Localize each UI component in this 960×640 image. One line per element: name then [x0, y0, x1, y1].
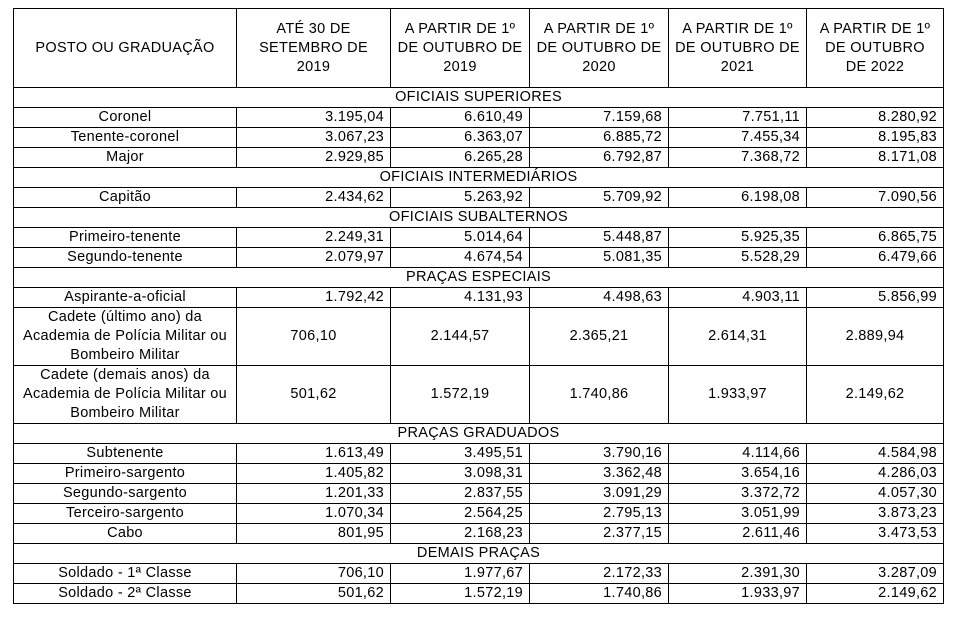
value-cell: 6.479,66 — [807, 248, 944, 268]
value-cell: 3.473,53 — [807, 524, 944, 544]
value-cell: 2.377,15 — [530, 524, 669, 544]
header-from-oct-2021: A PARTIR DE 1º DE OUTUBRO DE 2021 — [669, 9, 807, 88]
section-title: DEMAIS PRAÇAS — [14, 544, 944, 564]
rank-cell: Major — [14, 148, 237, 168]
value-cell: 3.873,23 — [807, 504, 944, 524]
table-row — [14, 108, 944, 128]
rank-cell: Coronel — [14, 108, 237, 128]
value-cell: 6.198,08 — [669, 188, 807, 208]
value-cell: 7.368,72 — [669, 148, 807, 168]
table-row — [14, 464, 944, 484]
value-cell: 3.790,16 — [530, 444, 669, 464]
value-cell: 3.362,48 — [530, 464, 669, 484]
value-cell: 2.611,46 — [669, 524, 807, 544]
value-cell: 501,62 — [237, 584, 391, 604]
value-cell: 8.171,08 — [807, 148, 944, 168]
value-cell: 6.885,72 — [530, 128, 669, 148]
rank-cell: Tenente-coronel — [14, 128, 237, 148]
value-cell: 7.751,11 — [669, 108, 807, 128]
value-cell: 3.495,51 — [391, 444, 530, 464]
header-from-oct-2020: A PARTIR DE 1º DE OUTUBRO DE 2020 — [530, 9, 669, 88]
value-cell: 5.528,29 — [669, 248, 807, 268]
table-row — [14, 484, 944, 504]
section-title: OFICIAIS INTERMEDIÁRIOS — [14, 168, 944, 188]
value-cell: 1.201,33 — [237, 484, 391, 504]
value-cell: 2.889,94 — [807, 308, 944, 366]
value-cell: 2.434,62 — [237, 188, 391, 208]
table-body — [14, 88, 944, 604]
section-title: OFICIAIS SUPERIORES — [14, 88, 944, 108]
header-from-oct-2022: A PARTIR DE 1º DE OUTUBRO DE 2022 — [807, 9, 944, 88]
rank-cell: Segundo-tenente — [14, 248, 237, 268]
value-cell: 2.614,31 — [669, 308, 807, 366]
header-row — [14, 9, 944, 88]
value-cell: 6.865,75 — [807, 228, 944, 248]
rank-cell: Cadete (último ano) da Academia de Polícia Militar ou Bombeiro Militar — [14, 308, 237, 366]
value-cell: 501,62 — [237, 366, 391, 424]
section-row — [14, 88, 944, 108]
value-cell: 5.709,92 — [530, 188, 669, 208]
rank-cell: Terceiro-sargento — [14, 504, 237, 524]
rank-cell: Cadete (demais anos) da Academia de Polícia Militar ou Bombeiro Militar — [14, 366, 237, 424]
rank-cell: Subtenente — [14, 444, 237, 464]
value-cell: 7.159,68 — [530, 108, 669, 128]
value-cell: 1.572,19 — [391, 366, 530, 424]
value-cell: 5.448,87 — [530, 228, 669, 248]
value-cell: 2.929,85 — [237, 148, 391, 168]
value-cell: 1.572,19 — [391, 584, 530, 604]
value-cell: 2.168,23 — [391, 524, 530, 544]
table-row — [14, 584, 944, 604]
value-cell: 1.933,97 — [669, 584, 807, 604]
value-cell: 8.195,83 — [807, 128, 944, 148]
value-cell: 4.286,03 — [807, 464, 944, 484]
table-row — [14, 524, 944, 544]
table-row — [14, 148, 944, 168]
value-cell: 4.114,66 — [669, 444, 807, 464]
value-cell: 2.795,13 — [530, 504, 669, 524]
value-cell: 1.792,42 — [237, 288, 391, 308]
value-cell: 1.613,49 — [237, 444, 391, 464]
value-cell: 3.098,31 — [391, 464, 530, 484]
rank-cell: Soldado - 1ª Classe — [14, 564, 237, 584]
value-cell: 5.856,99 — [807, 288, 944, 308]
value-cell: 2.365,21 — [530, 308, 669, 366]
table-row — [14, 366, 944, 424]
value-cell: 1.740,86 — [530, 584, 669, 604]
value-cell: 7.455,34 — [669, 128, 807, 148]
value-cell: 4.674,54 — [391, 248, 530, 268]
table-row — [14, 504, 944, 524]
rank-cell: Primeiro-tenente — [14, 228, 237, 248]
value-cell: 6.265,28 — [391, 148, 530, 168]
value-cell: 2.149,62 — [807, 366, 944, 424]
section-row — [14, 544, 944, 564]
value-cell: 3.287,09 — [807, 564, 944, 584]
value-cell: 1.405,82 — [237, 464, 391, 484]
value-cell: 1.070,34 — [237, 504, 391, 524]
header-from-oct-2019: A PARTIR DE 1º DE OUTUBRO DE 2019 — [391, 9, 530, 88]
value-cell: 706,10 — [237, 564, 391, 584]
value-cell: 6.363,07 — [391, 128, 530, 148]
value-cell: 4.498,63 — [530, 288, 669, 308]
value-cell: 6.792,87 — [530, 148, 669, 168]
value-cell: 5.925,35 — [669, 228, 807, 248]
value-cell: 5.263,92 — [391, 188, 530, 208]
value-cell: 1.933,97 — [669, 366, 807, 424]
value-cell: 7.090,56 — [807, 188, 944, 208]
table-row — [14, 128, 944, 148]
table-row — [14, 444, 944, 464]
section-row — [14, 208, 944, 228]
value-cell: 3.067,23 — [237, 128, 391, 148]
table-row — [14, 308, 944, 366]
section-row — [14, 168, 944, 188]
section-title: PRAÇAS ESPECIAIS — [14, 268, 944, 288]
value-cell: 8.280,92 — [807, 108, 944, 128]
value-cell: 6.610,49 — [391, 108, 530, 128]
value-cell: 1.977,67 — [391, 564, 530, 584]
value-cell: 2.079,97 — [237, 248, 391, 268]
section-title: OFICIAIS SUBALTERNOS — [14, 208, 944, 228]
table-row — [14, 228, 944, 248]
salary-table-container — [13, 8, 944, 604]
header-rank: POSTO OU GRADUAÇÃO — [14, 9, 237, 88]
value-cell: 3.051,99 — [669, 504, 807, 524]
value-cell: 4.057,30 — [807, 484, 944, 504]
value-cell: 2.564,25 — [391, 504, 530, 524]
table-row — [14, 188, 944, 208]
value-cell: 5.014,64 — [391, 228, 530, 248]
rank-cell: Capitão — [14, 188, 237, 208]
value-cell: 2.249,31 — [237, 228, 391, 248]
value-cell: 801,95 — [237, 524, 391, 544]
header-until-sep-2019: ATÉ 30 DE SETEMBRO DE 2019 — [237, 9, 391, 88]
table-row — [14, 248, 944, 268]
value-cell: 5.081,35 — [530, 248, 669, 268]
value-cell: 1.740,86 — [530, 366, 669, 424]
salary-table — [13, 8, 944, 604]
rank-cell: Primeiro-sargento — [14, 464, 237, 484]
value-cell: 3.091,29 — [530, 484, 669, 504]
value-cell: 3.654,16 — [669, 464, 807, 484]
section-title: PRAÇAS GRADUADOS — [14, 424, 944, 444]
value-cell: 2.837,55 — [391, 484, 530, 504]
value-cell: 4.903,11 — [669, 288, 807, 308]
section-row — [14, 424, 944, 444]
rank-cell: Aspirante-a-oficial — [14, 288, 237, 308]
rank-cell: Soldado - 2ª Classe — [14, 584, 237, 604]
value-cell: 2.172,33 — [530, 564, 669, 584]
rank-cell: Cabo — [14, 524, 237, 544]
value-cell: 4.131,93 — [391, 288, 530, 308]
value-cell: 2.144,57 — [391, 308, 530, 366]
value-cell: 706,10 — [237, 308, 391, 366]
value-cell: 2.149,62 — [807, 584, 944, 604]
value-cell: 3.195,04 — [237, 108, 391, 128]
value-cell: 3.372,72 — [669, 484, 807, 504]
value-cell: 2.391,30 — [669, 564, 807, 584]
value-cell: 4.584,98 — [807, 444, 944, 464]
table-row — [14, 564, 944, 584]
rank-cell: Segundo-sargento — [14, 484, 237, 504]
table-row — [14, 288, 944, 308]
section-row — [14, 268, 944, 288]
